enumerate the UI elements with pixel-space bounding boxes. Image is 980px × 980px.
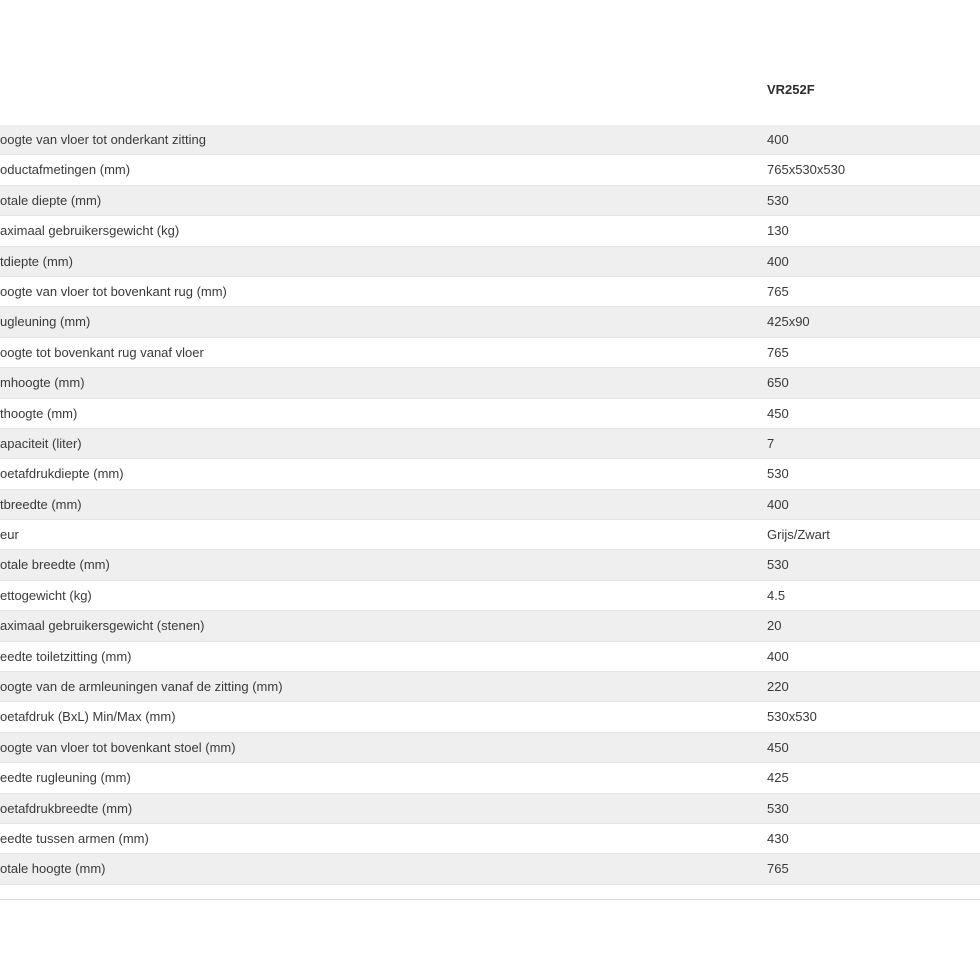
spec-label: apaciteit (liter) <box>0 435 82 451</box>
spec-label: oetafdruk (BxL) Min/Max (mm) <box>0 709 176 725</box>
spec-label: eedte rugleuning (mm) <box>0 770 131 786</box>
table-row <box>0 368 980 398</box>
table-row <box>0 550 980 580</box>
table-row <box>0 459 980 489</box>
spec-value: Grijs/Zwart <box>767 527 830 543</box>
spec-value: 220 <box>767 679 789 695</box>
spec-label: oogte tot bovenkant rug vanaf vloer <box>0 344 204 360</box>
table-header-row <box>0 70 980 125</box>
spec-label: mhoogte (mm) <box>0 375 85 391</box>
spec-value: 530 <box>767 192 789 208</box>
spec-label: oogte van de armleuningen vanaf de zitting (mm) <box>0 679 283 695</box>
table-row <box>0 429 980 459</box>
spec-value: 765 <box>767 344 789 360</box>
table-row <box>0 247 980 277</box>
table-row <box>0 854 980 884</box>
spec-label: oogte van vloer tot bovenkant rug (mm) <box>0 283 227 299</box>
spec-label: otale breedte (mm) <box>0 557 110 573</box>
spec-value: 425 <box>767 770 789 786</box>
spec-label: ugleuning (mm) <box>0 314 91 330</box>
spec-label: oetafdrukbreedte (mm) <box>0 800 133 816</box>
spec-value: 530 <box>767 800 789 816</box>
spec-value: 4.5 <box>767 587 786 603</box>
spec-label: tbreedte (mm) <box>0 496 82 512</box>
table-row <box>0 520 980 550</box>
table-row <box>0 125 980 155</box>
spec-value: 400 <box>767 132 789 147</box>
spec-label: oetafdrukdiepte (mm) <box>0 466 124 482</box>
spec-value: 530 <box>767 557 789 573</box>
table-row <box>0 399 980 429</box>
table-row <box>0 307 980 337</box>
table-body <box>0 125 980 885</box>
table-row <box>0 611 980 641</box>
table-row <box>0 490 980 520</box>
table-row <box>0 672 980 702</box>
spec-label: tdiepte (mm) <box>0 253 73 269</box>
table-row <box>0 642 980 672</box>
table-row <box>0 763 980 793</box>
spec-value: 130 <box>767 223 789 239</box>
spec-label: thoogte (mm) <box>0 405 78 421</box>
spec-value: 765 <box>767 861 789 877</box>
spec-label: oogte van vloer tot onderkant zitting <box>0 132 206 147</box>
spec-label: aximaal gebruikersgewicht (stenen) <box>0 618 205 634</box>
table-row <box>0 702 980 732</box>
table-row <box>0 733 980 763</box>
spec-value: 7 <box>767 435 775 451</box>
table-row <box>0 216 980 246</box>
spec-value: 400 <box>767 253 789 269</box>
spec-value: 450 <box>767 405 789 421</box>
spec-value: 450 <box>767 739 789 755</box>
table-bottom-divider <box>0 885 980 900</box>
spec-value: 430 <box>767 830 789 846</box>
spec-value: 400 <box>767 496 789 512</box>
spec-value: 765 <box>767 283 789 299</box>
table-row <box>0 277 980 307</box>
spec-value: 765x530x530 <box>767 162 846 178</box>
table-row <box>0 824 980 854</box>
spec-label: eur <box>0 527 19 543</box>
table-row <box>0 581 980 611</box>
spec-label: ettogewicht (kg) <box>0 587 92 603</box>
spec-label: eedte toiletzitting (mm) <box>0 648 132 664</box>
spec-value: 530 <box>767 466 789 482</box>
spec-value: 650 <box>767 375 789 391</box>
spec-label: otale diepte (mm) <box>0 192 102 208</box>
spec-value: 425x90 <box>767 314 810 330</box>
spec-label: otale hoogte (mm) <box>0 861 106 877</box>
product-column-header: VR252F <box>767 82 815 97</box>
table-row <box>0 155 980 185</box>
table-row <box>0 794 980 824</box>
spec-label: aximaal gebruikersgewicht (kg) <box>0 223 180 239</box>
spec-value: 20 <box>767 618 782 634</box>
spec-value: 530x530 <box>767 709 817 725</box>
spec-value: 400 <box>767 648 789 664</box>
table-row <box>0 338 980 368</box>
spec-label: eedte tussen armen (mm) <box>0 830 149 846</box>
specification-table <box>0 70 980 900</box>
table-row <box>0 186 980 216</box>
spec-label: oductafmetingen (mm) <box>0 162 131 178</box>
spec-label: oogte van vloer tot bovenkant stoel (mm) <box>0 739 236 755</box>
